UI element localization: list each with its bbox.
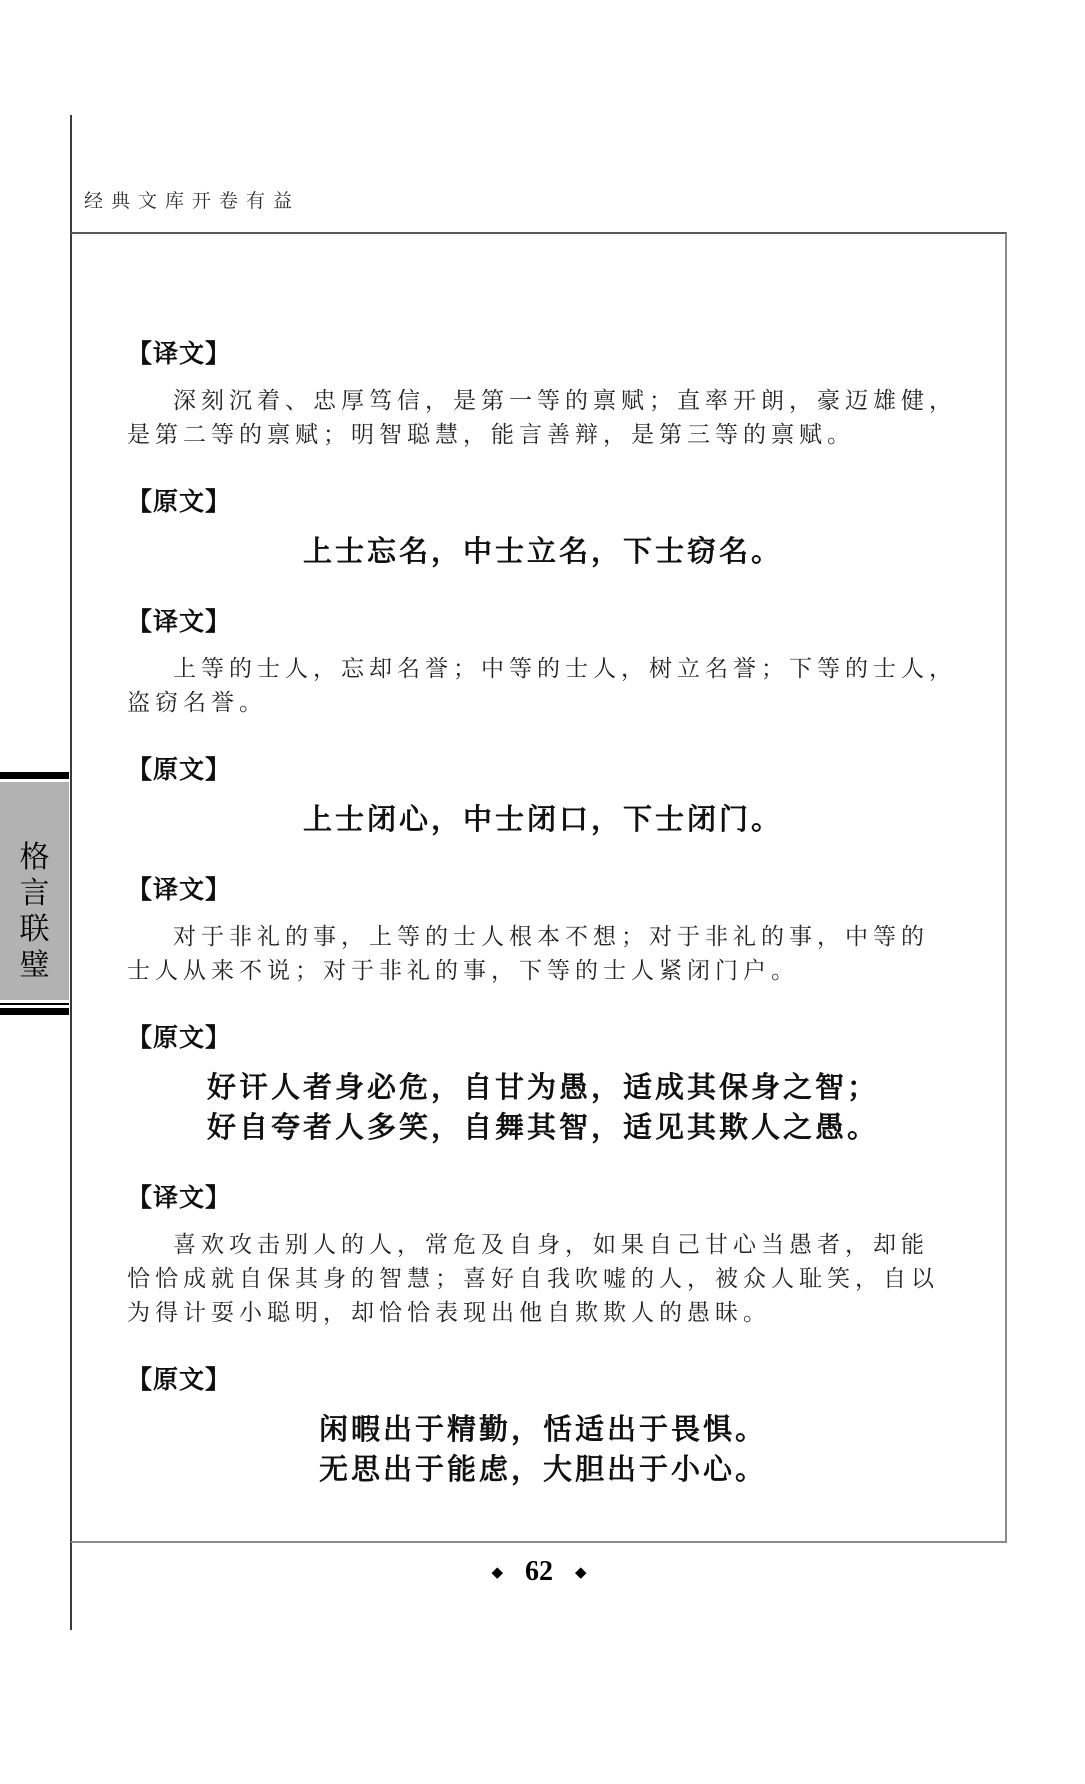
page-number: 62: [525, 1556, 553, 1587]
section-original-3: [127, 1018, 959, 1148]
section-label: 【译文】: [127, 609, 232, 636]
translation-line: 深刻沉着、忠厚笃信，是第一等的禀赋；直率开朗，豪迈雄健，: [173, 388, 957, 413]
translation-line: 对于非礼的事，上等的士人根本不想；对于非礼的事，中等的: [173, 924, 929, 949]
section-label: 【原文】: [127, 1025, 232, 1052]
section-original-1: [127, 482, 959, 572]
section-translation-3: [127, 870, 959, 988]
original-quote-line: 好讦人者身必危，自甘为愚，适成其保身之智；: [206, 1072, 879, 1104]
original-quote-line: 上士闭心，中士闭口，下士闭门。: [302, 804, 783, 836]
diamond-icon: ◆: [575, 1563, 587, 1581]
section-original-4: [127, 1360, 959, 1490]
section-original-2: [127, 750, 959, 840]
section-label: 【原文】: [127, 757, 232, 784]
translation-line: 恰恰成就自保其身的智慧；喜好自我吹嘘的人，被众人耻笑，自以: [127, 1266, 939, 1291]
book-title-char: 格: [19, 841, 50, 874]
diamond-icon: ◆: [491, 1563, 503, 1581]
tab-bottom-rule: [0, 1008, 69, 1015]
section-label: 【原文】: [127, 489, 232, 516]
translation-line: 喜欢攻击别人的人，常危及自身，如果自己甘心当愚者，却能: [173, 1232, 929, 1257]
section-translation-1: [127, 334, 959, 452]
section-label: 【译文】: [127, 1185, 232, 1212]
page-header-title: 经典文库开卷有益: [84, 191, 301, 212]
section-label: 【原文】: [127, 1367, 232, 1394]
translation-line: 是第二等的禀赋；明智聪慧，能言善辩，是第三等的禀赋。: [127, 422, 855, 447]
tab-top-rule: [0, 772, 69, 779]
book-title-side-tab: [0, 772, 69, 1022]
book-title-char: 联: [19, 913, 50, 946]
translation-line: 为得计耍小聪明，却恰恰表现出他自欺欺人的愚昧。: [127, 1300, 771, 1325]
original-quote-line: 上士忘名，中士立名，下士窃名。: [302, 536, 783, 568]
original-quote-line: 无思出于能虑，大胆出于小心。: [318, 1454, 767, 1486]
book-title-vertical: [0, 782, 69, 1000]
original-quote-line: 好自夸者人多笑，自舞其智，适见其欺人之愚。: [206, 1112, 879, 1144]
section-translation-2: [127, 602, 959, 720]
translation-line: 盗窃名誉。: [127, 690, 267, 715]
book-title-char: 言: [19, 877, 50, 910]
translation-line: 上等的士人，忘却名誉；中等的士人，树立名誉；下等的士人，: [173, 656, 957, 681]
page-footer: [71, 1556, 1007, 1588]
section-label: 【译文】: [127, 877, 232, 904]
section-label: 【译文】: [127, 341, 232, 368]
original-quote-line: 闲暇出于精勤，恬适出于畏惧。: [318, 1414, 767, 1446]
content-box: [71, 232, 1007, 1543]
translation-line: 士人从来不说；对于非礼的事，下等的士人紧闭门户。: [127, 958, 799, 983]
book-title-char: 璧: [19, 949, 50, 982]
section-translation-4: [127, 1178, 959, 1330]
